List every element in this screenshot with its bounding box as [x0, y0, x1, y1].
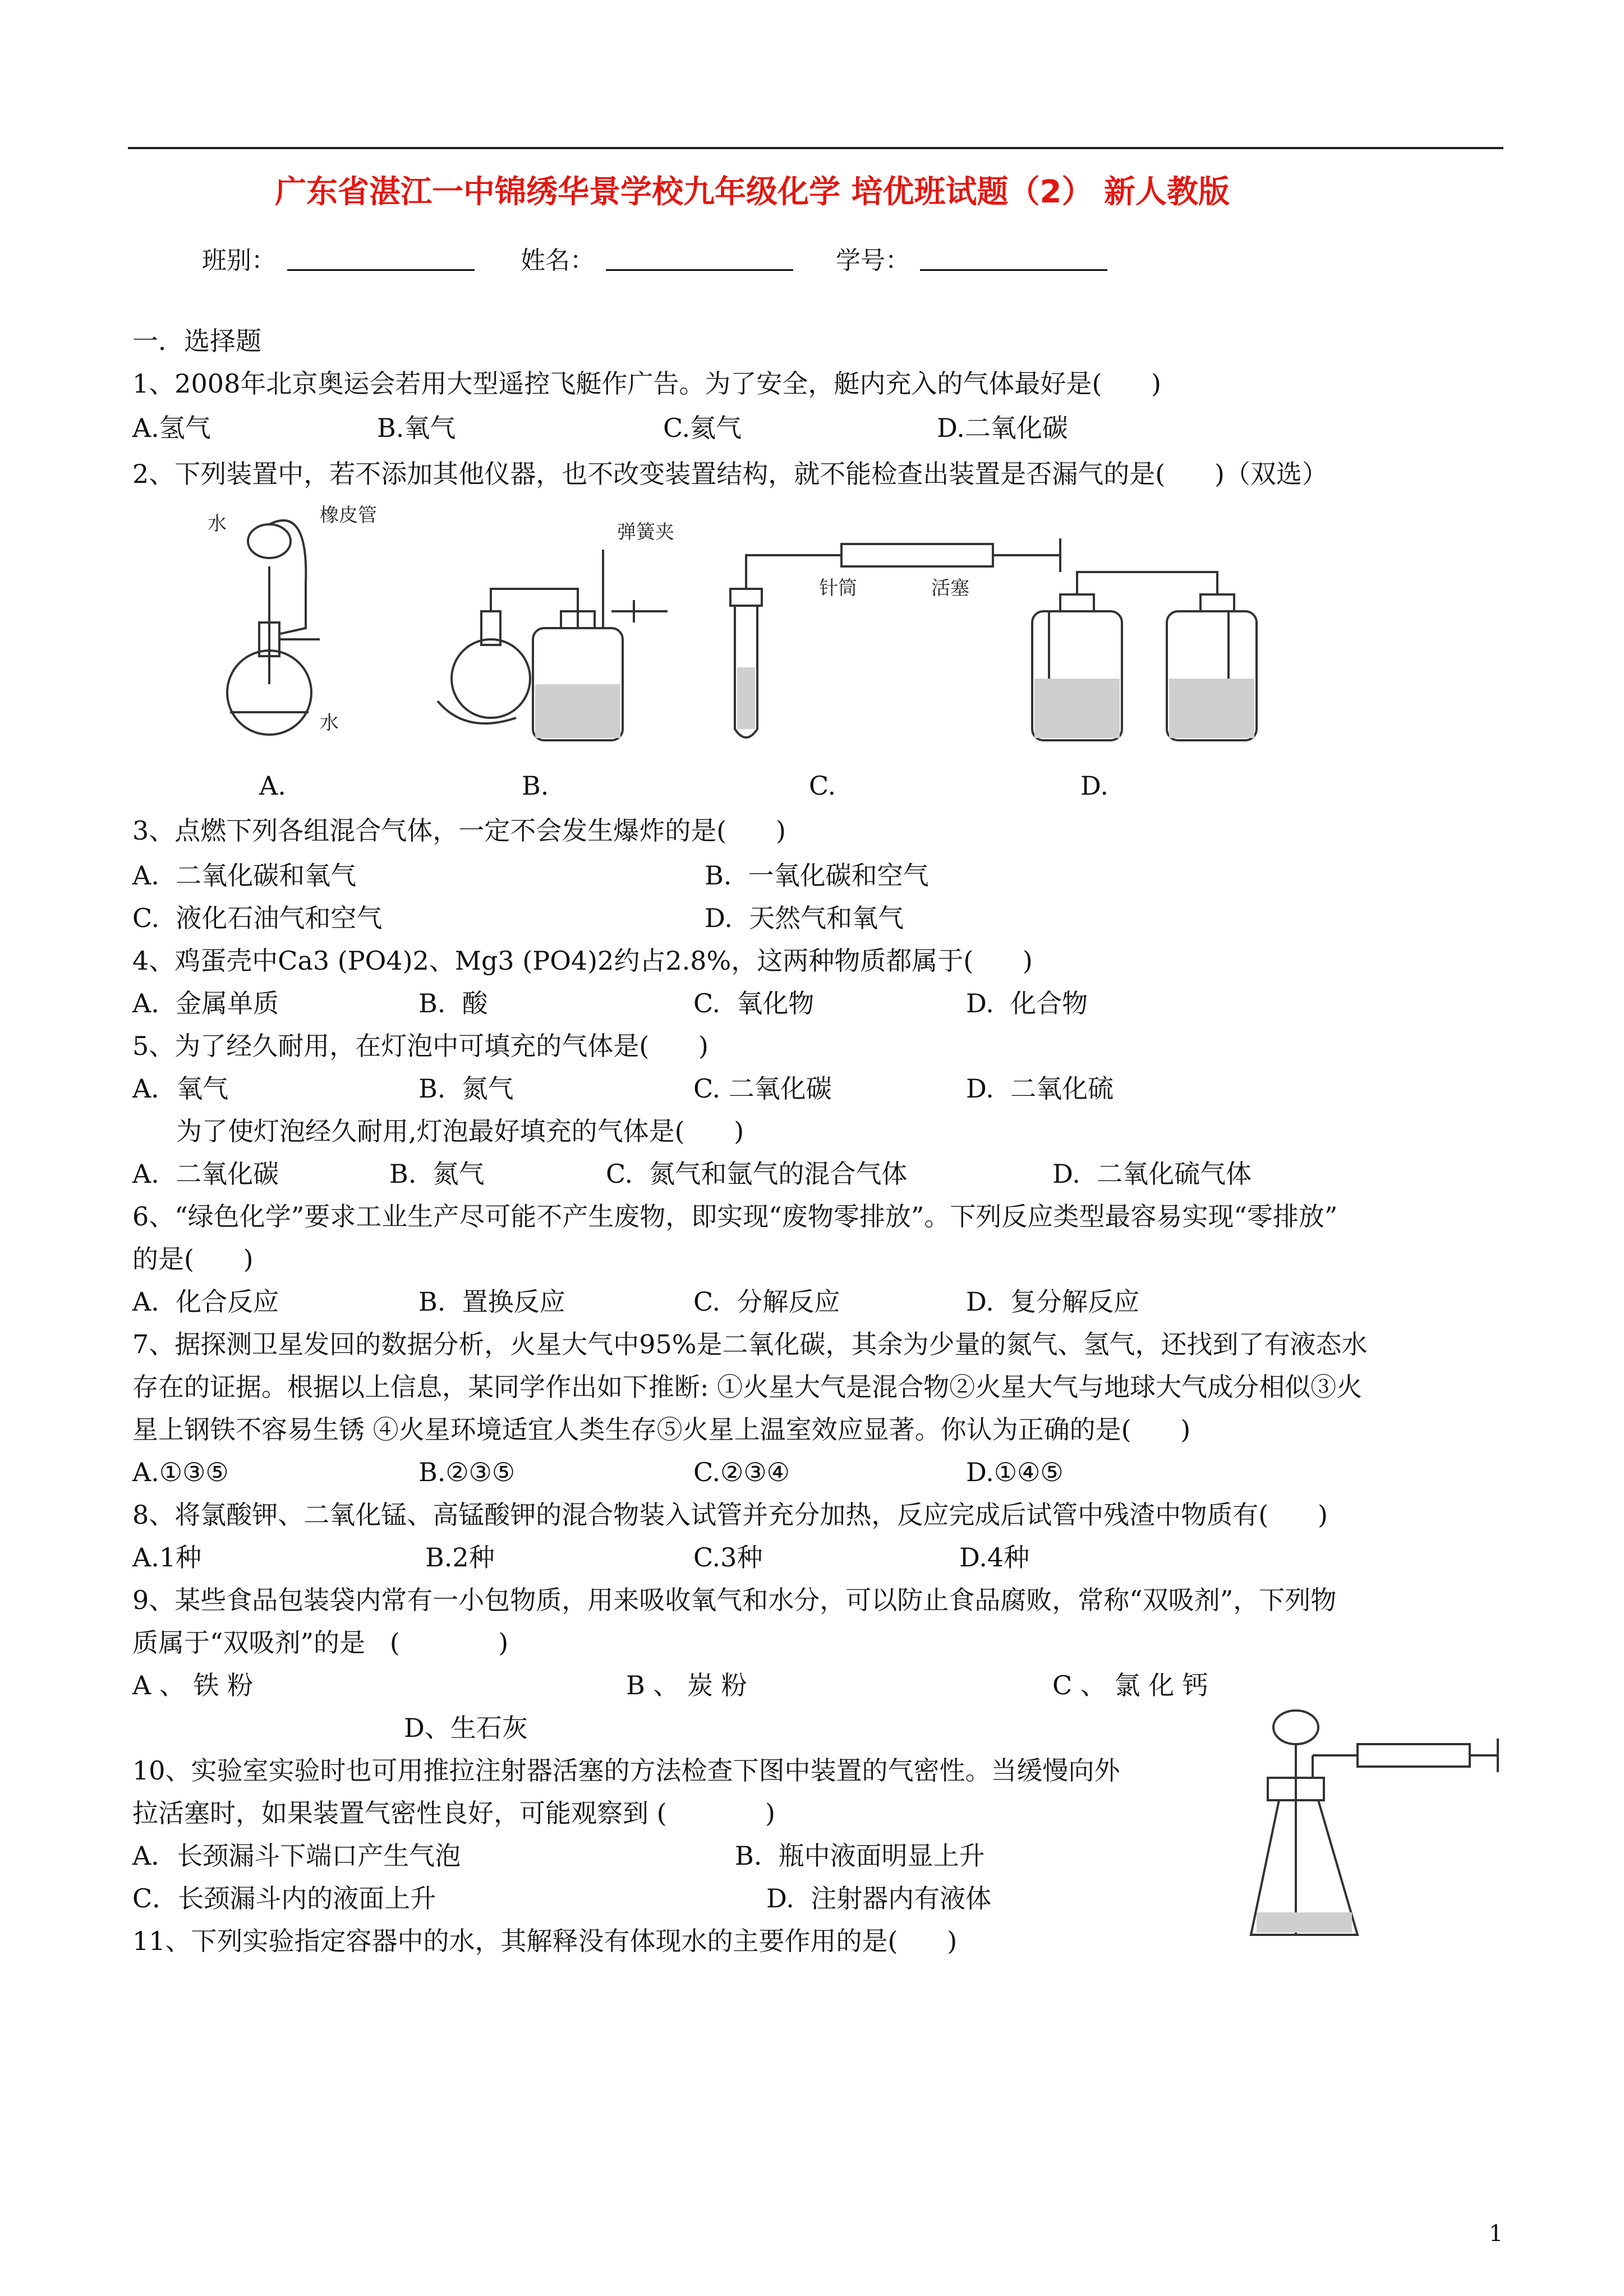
- q10-option-d[interactable]: D. 注射器内有液体: [766, 1883, 992, 1914]
- q2-option-c[interactable]: C.: [809, 771, 836, 801]
- q1-option-b[interactable]: B.氧气: [377, 413, 456, 443]
- q2-option-a[interactable]: A.: [259, 771, 286, 801]
- label-plunger: 活塞: [931, 577, 969, 600]
- q2-option-d[interactable]: D.: [1080, 771, 1108, 801]
- q8-option-b[interactable]: B.2种: [425, 1542, 495, 1573]
- q8-stem: 8、将氯酸钾、二氧化锰、高锰酸钾的混合物装入试管并充分加热，反应完成后试管中残渣中物质有( ): [132, 1500, 1328, 1530]
- q5-2-option-c[interactable]: C. 氮气和氩气的混合气体: [606, 1159, 908, 1189]
- q7-stem-line1: 7、据探测卫星发回的数据分析，火星大气中95%是二氧化碳，其余为少量的氮气、氢气，还找到了有液态水: [132, 1329, 1368, 1359]
- q5-2-option-d[interactable]: D. 二氧化硫气体: [1052, 1159, 1252, 1189]
- q9-option-b[interactable]: B 、 炭 粉: [626, 1670, 747, 1700]
- q5-2-option-b[interactable]: B. 氮气: [389, 1159, 485, 1189]
- q10-option-c[interactable]: C．长颈漏斗内的液面上升: [132, 1883, 436, 1914]
- label-spring-clip: 弹簧夹: [617, 521, 674, 543]
- name-field[interactable]: [606, 269, 793, 271]
- q9-option-a[interactable]: A 、 铁 粉: [132, 1670, 254, 1700]
- label-rubber-tube: 橡皮管: [320, 504, 377, 527]
- class-field[interactable]: [287, 269, 475, 271]
- q5-option-d[interactable]: D. 二氧化硫: [966, 1073, 1114, 1104]
- q9-stem-line2: 质属于“双吸剂”的是 ( ): [132, 1628, 509, 1658]
- q4-stem: 4、鸡蛋壳中Ca3 (PO4)2、Mg3 (PO4)2约占2.8%，这两种物质都属于( ): [132, 946, 1033, 976]
- q6-stem-line1: 6、“绿色化学”要求工业生产尽可能不产生废物，即实现“废物零排放”。下列反应类型最容易实现“零排放”: [132, 1201, 1338, 1232]
- class-label: 班别：: [202, 246, 276, 275]
- q3-option-c[interactable]: C. 液化石油气和空气: [132, 903, 383, 933]
- q9-option-d[interactable]: D、生石灰: [404, 1713, 528, 1743]
- q10-flask-syringe-figure: [1245, 1699, 1515, 1957]
- q5-stem-2: 为了使灯泡经久耐用,灯泡最好填充的气体是( ): [176, 1116, 744, 1146]
- top-rule: [128, 147, 1503, 149]
- q4-option-b[interactable]: B. 酸: [418, 988, 488, 1018]
- q1-option-a[interactable]: A.氢气: [132, 413, 211, 443]
- q2-stem: 2、下列装置中，若不添加其他仪器，也不改变装置结构，就不能检查出装置是否漏气的是( )（双选）: [132, 459, 1328, 489]
- q9-stem-line1: 9、某些食品包装袋内常有一小包物质，用来吸收氧气和水分，可以防止食品腐败，常称“双吸剂”，下列物: [132, 1585, 1337, 1615]
- q4-option-a[interactable]: A. 金属单质: [132, 988, 279, 1018]
- q8-option-c[interactable]: C.3种: [693, 1542, 763, 1573]
- apparatus-c-diagram: [730, 538, 1060, 737]
- q7-option-c[interactable]: C.②③④: [693, 1457, 790, 1487]
- q6-option-b[interactable]: B. 置换反应: [418, 1287, 565, 1317]
- number-label: 学号：: [836, 246, 910, 275]
- number-field[interactable]: [920, 269, 1107, 271]
- page-number: 1: [1489, 2221, 1503, 2247]
- q4-option-c[interactable]: C. 氧化物: [693, 988, 815, 1018]
- q6-option-c[interactable]: C. 分解反应: [693, 1287, 840, 1317]
- q8-option-d[interactable]: D.4种: [959, 1542, 1030, 1573]
- q10-stem-line2: 拉活塞时，如果装置气密性良好，可能观察到 ( ): [132, 1798, 775, 1828]
- q3-stem: 3、点燃下列各组混合气体，一定不会发生爆炸的是( ): [132, 815, 786, 846]
- q7-option-b[interactable]: B.②③⑤: [418, 1457, 516, 1487]
- q6-option-a[interactable]: A. 化合反应: [132, 1287, 279, 1317]
- q10-option-b[interactable]: B. 瓶中液面明显上升: [735, 1841, 985, 1871]
- q7-option-a[interactable]: A.①③⑤: [132, 1457, 229, 1487]
- q6-option-d[interactable]: D. 复分解反应: [966, 1287, 1140, 1317]
- q3-option-d[interactable]: D. 天然气和氧气: [705, 903, 904, 933]
- q3-option-b[interactable]: B. 一氧化碳和空气: [705, 860, 929, 891]
- q7-stem-line3: 星上钢铁不容易生锈 ④火星环境适宜人类生存⑤火星上温室效应显著。你认为正确的是( ): [132, 1414, 1191, 1445]
- q5-2-option-a[interactable]: A. 二氧化碳: [132, 1159, 279, 1189]
- q7-stem-line2: 存在的证据。根据以上信息，某同学作出如下推断: ①火星大气是混合物②火星大气与地球大气成分相似③火: [132, 1372, 1363, 1402]
- q7-option-d[interactable]: D.①④⑤: [966, 1457, 1064, 1487]
- section-heading: 一．选择题: [132, 326, 261, 356]
- q4-option-d[interactable]: D. 化合物: [966, 988, 1088, 1018]
- q1-option-c[interactable]: C.氦气: [663, 413, 742, 443]
- q10-stem-line1: 10、实验室实验时也可用推拉注射器活塞的方法检查下图中装置的气密性。当缓慢向外: [132, 1755, 1120, 1786]
- label-syringe-barrel: 针筒: [819, 577, 857, 600]
- label-water-bottom: 水: [320, 712, 339, 734]
- name-label: 姓名：: [521, 246, 595, 275]
- q5-stem: 5、为了经久耐用，在灯泡中可填充的气体是( ): [132, 1031, 709, 1061]
- q3-option-a[interactable]: A. 二氧化碳和氧气: [132, 860, 357, 891]
- q1-stem: 1、2008年北京奥运会若用大型遥控飞艇作广告。为了安全，艇内充入的气体最好是( ): [132, 368, 1161, 399]
- q2-apparatus-figure: [185, 499, 1273, 751]
- q11-stem: 11、下列实验指定容器中的水，其解释没有体现水的主要作用的是( ): [132, 1926, 958, 1956]
- q5-option-c[interactable]: C. 二氧化碳: [693, 1073, 832, 1104]
- q5-option-a[interactable]: A．氧气: [132, 1073, 229, 1104]
- q2-option-b[interactable]: B.: [522, 771, 549, 801]
- q5-option-b[interactable]: B. 氮气: [418, 1073, 514, 1104]
- q10-option-a[interactable]: A．长颈漏斗下端口产生气泡: [132, 1841, 461, 1871]
- q6-stem-line2: 的是( ): [132, 1244, 254, 1274]
- apparatus-a-diagram: [227, 520, 320, 735]
- label-water-top: 水: [208, 513, 227, 535]
- q8-option-a[interactable]: A.1种: [132, 1542, 202, 1573]
- q9-option-c[interactable]: C 、 氯 化 钙: [1052, 1670, 1208, 1700]
- q1-option-d[interactable]: D.二氧化碳: [937, 413, 1068, 443]
- page-title: 广东省湛江一中锦绣华景学校九年级化学 培优班试题（2） 新人教版: [275, 174, 1230, 210]
